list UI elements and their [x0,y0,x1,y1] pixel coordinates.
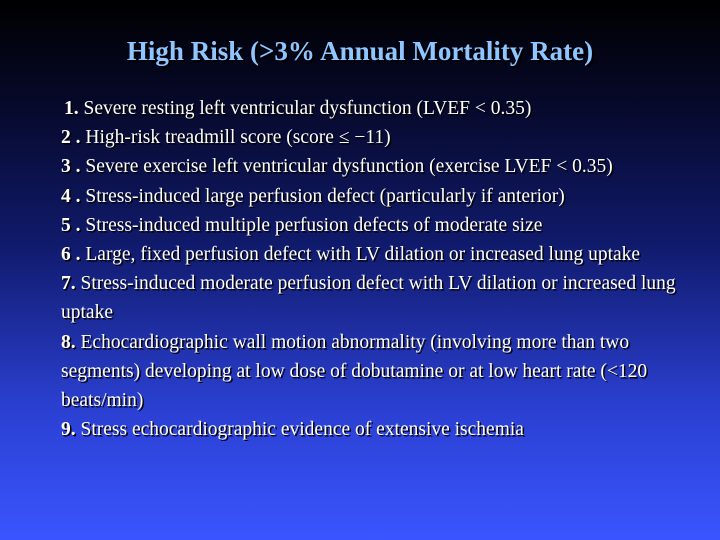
list-item [61,152,693,181]
item-text: High-risk treadmill score (score ≤ −11) [80,127,391,149]
item-number: 7. [61,273,76,295]
item-number: 4 . [61,185,81,207]
list-item [61,240,693,269]
slide-title: High Risk (>3% Annual Mortality Rate) [126,36,594,66]
list-item [61,328,693,416]
list-item [61,211,693,240]
item-text: Severe resting left ventricular dysfunction (LVEF < 0.35) [78,98,532,119]
list-item [61,415,693,444]
item-number: 5 . [61,214,81,236]
list-item [61,269,693,327]
item-number: 1. [64,98,79,119]
item-text: Stress echocardiographic evidence of extensive ischemia [75,419,524,441]
item-number: 3 . [61,156,81,178]
item-text: Stress-induced multiple perfusion defects of moderate size [80,214,543,236]
item-text: Stress-induced large perfusion defect (particularly if anterior) [80,185,565,207]
list-item [61,123,693,152]
list-item [61,94,693,123]
list-item [61,182,693,211]
item-text: Stress-induced moderate perfusion defect with LV dilation or increased lung uptake [61,273,676,324]
item-number: 8. [61,331,76,353]
item-text: Echocardiographic wall motion abnormality (involving more than two segments) developing at low dose of dobutamine or at low heart rate (<120 beats/min) [61,331,648,412]
item-text: Large, fixed perfusion defect with LV dilation or increased lung uptake [80,244,641,266]
item-number: 2 . [61,127,81,149]
item-text: Severe exercise left ventricular dysfunction (exercise LVEF < 0.35) [80,156,613,178]
item-number: 6 . [61,244,81,266]
item-number: 9. [61,419,76,441]
risk-criteria-list [61,94,693,444]
